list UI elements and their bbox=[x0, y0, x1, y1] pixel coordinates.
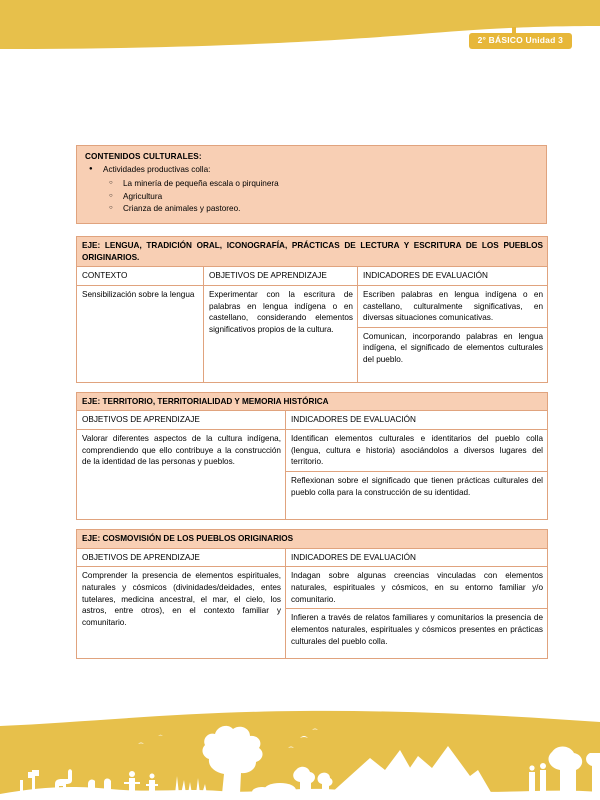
header-band-shape bbox=[0, 0, 600, 62]
cultural-contents-subitem: ○ Crianza de animales y pastoreo. bbox=[85, 203, 538, 216]
table-row bbox=[77, 392, 548, 411]
page-header bbox=[0, 0, 600, 62]
column-header-objetivos: OBJETIVOS DE APRENDIZAJE bbox=[204, 267, 358, 286]
table-row bbox=[77, 267, 548, 286]
column-header-contexto: CONTEXTO bbox=[77, 267, 204, 286]
cell-indicador-2: Reflexionan sobre el significado que tienen prácticas culturales del pueblo colla para la construcción de su identidad. bbox=[286, 472, 548, 520]
cell-indicador-1: Indagan sobre algunas creencias vinculadas con elementos naturales, espirituales y cósmicos, en su entorno familiar y/o comunitario. bbox=[286, 567, 548, 609]
table-row bbox=[77, 430, 548, 472]
footer-landscape-illustration bbox=[0, 708, 600, 800]
cell-objetivos: Comprender la presencia de elementos espirituales, naturales y cósmicos (divinidades/deidades, entes tutelares, medicina ancestral, el mar, el cielo, los astros, entre otros), en el contexto familiar y comunitario. bbox=[77, 567, 286, 659]
cell-indicador-1: Escriben palabras en lengua indígena o en castellano, culturalmente significativas, en diversas situaciones comunicativas. bbox=[358, 285, 548, 327]
eje-table-lengua bbox=[76, 236, 548, 383]
cultural-contents-title: CONTENIDOS CULTURALES: bbox=[85, 152, 202, 161]
unit-badge: 2° BÁSICO Unidad 3 bbox=[469, 33, 572, 49]
eje-title-lengua: EJE: LENGUA, TRADICIÓN ORAL, ICONOGRAFÍA, PRÁCTICAS DE LECTURA Y ESCRITURA DE LOS PUEBLOS ORIGINARIOS. bbox=[77, 237, 548, 267]
page-footer bbox=[0, 708, 600, 800]
cultural-contents-subitem: ○ La minería de pequeña escala o pirquinera bbox=[85, 178, 538, 191]
document-content bbox=[76, 145, 547, 668]
column-header-objetivos: OBJETIVOS DE APRENDIZAJE bbox=[77, 548, 286, 567]
table-row bbox=[77, 548, 548, 567]
eje-table-territorio bbox=[76, 392, 548, 520]
cultural-contents-item: ● Actividades productivas colla: bbox=[85, 164, 538, 176]
table-row bbox=[77, 411, 548, 430]
table-row bbox=[77, 237, 548, 267]
cell-indicador-2: Comunican, incorporando palabras en lengua indígena, el significado de elementos culturales del pueblo. bbox=[358, 327, 548, 382]
cultural-contents-subitem: ○ Agricultura bbox=[85, 191, 538, 204]
column-header-indicadores: INDICADORES DE EVALUACIÓN bbox=[358, 267, 548, 286]
eje-table-cosmovision bbox=[76, 529, 548, 659]
column-header-indicadores: INDICADORES DE EVALUACIÓN bbox=[286, 411, 548, 430]
column-header-objetivos: OBJETIVOS DE APRENDIZAJE bbox=[77, 411, 286, 430]
eje-title-territorio: EJE: TERRITORIO, TERRITORIALIDAD Y MEMORIA HISTÓRICA bbox=[77, 392, 548, 411]
column-header-indicadores: INDICADORES DE EVALUACIÓN bbox=[286, 548, 548, 567]
cell-indicador-1: Identifican elementos culturales e identitarios del pueblo colla (lengua, cultura e historia) asociándolos a diversos lugares del territorio. bbox=[286, 430, 548, 472]
cultural-contents-box bbox=[76, 145, 547, 224]
eje-title-cosmovision: EJE: COSMOVISIÓN DE LOS PUEBLOS ORIGINARIOS bbox=[77, 530, 548, 549]
cell-objetivos: Experimentar con la escritura de palabras en lengua indígena o en castellano, considerando elementos significativos propios de la cultura. bbox=[204, 285, 358, 382]
table-row bbox=[77, 530, 548, 549]
cell-objetivos: Valorar diferentes aspectos de la cultura indígena, comprendiendo que ello contribuye a la construcción de la identidad de las personas y pueblos. bbox=[77, 430, 286, 520]
table-row bbox=[77, 285, 548, 327]
cell-indicador-2: Infieren a través de relatos familiares y comunitarios la presencia de elementos naturales, espirituales y cósmicos presentes en prácticas culturales del pueblo colla. bbox=[286, 609, 548, 659]
table-row bbox=[77, 567, 548, 609]
cell-contexto: Sensibilización sobre la lengua bbox=[77, 285, 204, 382]
